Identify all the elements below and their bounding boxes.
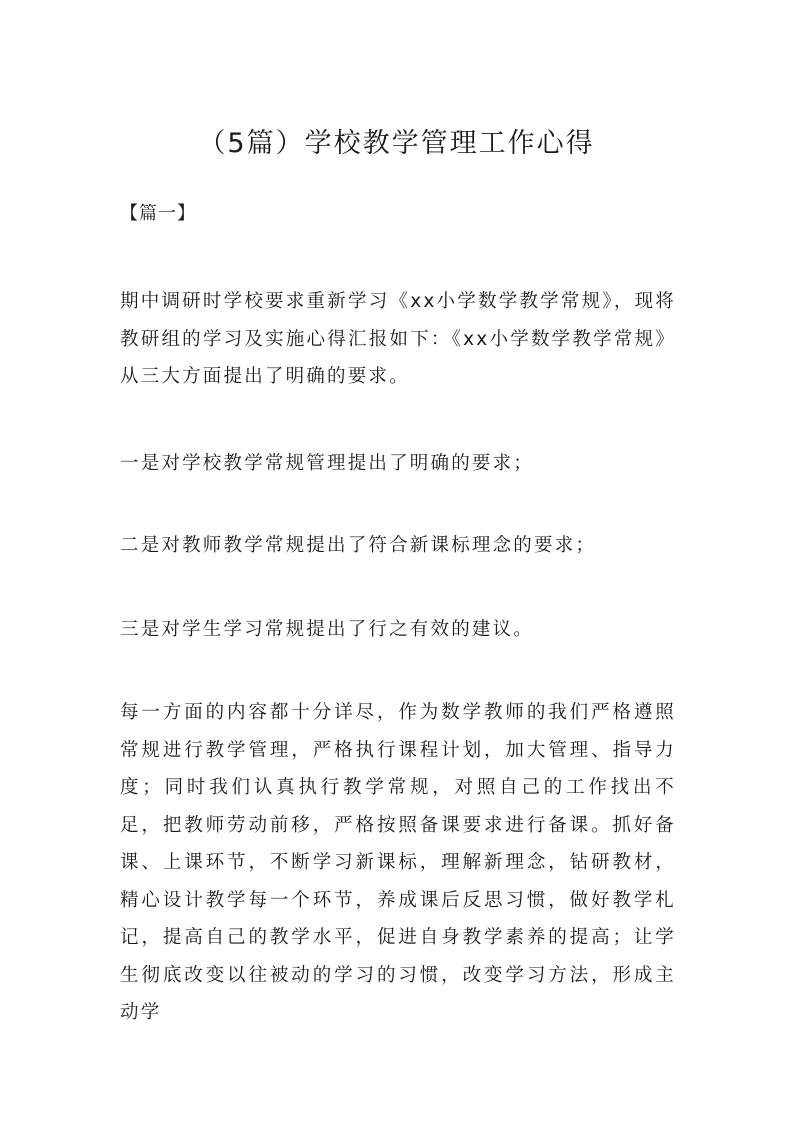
paragraph-point-three: 三是对学生学习常规提出了行之有效的建议。 [120, 619, 535, 640]
paragraph-intro: 期中调研时学校要求重新学习《xx小学数学教学常规》，现将教研组的学习及实施心得汇报如下：《xx小学数学教学常规》从三大方面提出了明确的要求。 [120, 291, 676, 387]
paragraph-point-two: 二是对教师教学常规提出了符合新课标理念的要求； [120, 535, 597, 556]
paragraph-body: 每一方面的内容都十分详尽，作为数学教师的我们严格遵照常规进行教学管理，严格执行课程计划，加大管理、指导力度；同时我们认真执行教学常规，对照自己的工作找出不足，把教师劳动前移，严格按照备课要求进行备课。抓好备课、上课环节，不断学习新课标，理解新理念，钻研教材，精心设计教学每一个环节，养成课后反思习惯，做好教学札记，提高自己的教学水平，促进自身教学素养的提高；让学生彻底改变以往被动的学习的习惯，改变学习方法，形成主动学 [120, 702, 676, 1023]
document-title: （5篇）学校教学管理工作心得 [198, 128, 595, 159]
section-label: 【篇一】 [120, 203, 196, 224]
paragraph-point-one: 一是对学校教学常规管理提出了明确的要求； [120, 453, 535, 474]
